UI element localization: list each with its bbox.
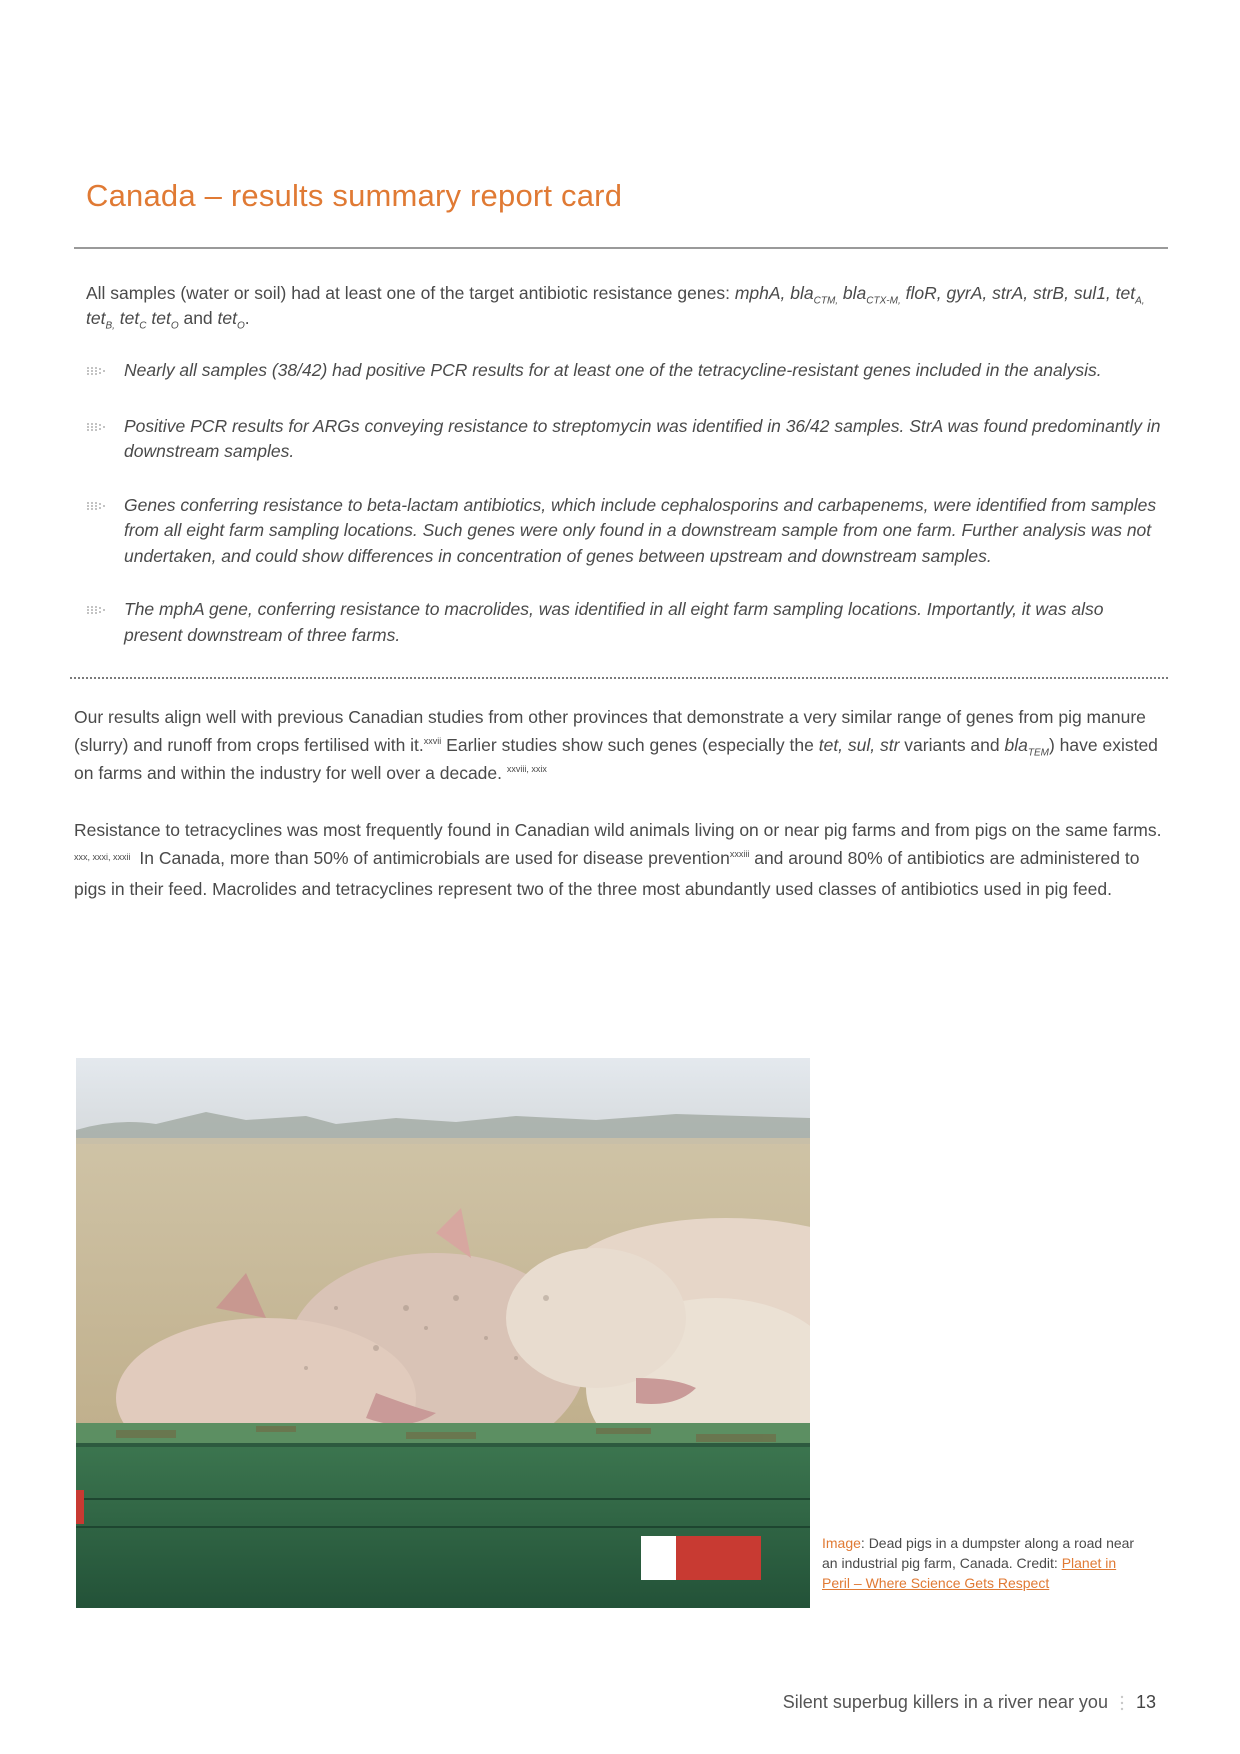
page-number: 13: [1135, 1692, 1156, 1712]
endnote-ref[interactable]: xxx, xxxi, xxxii: [74, 852, 131, 862]
caption-label: Image: [822, 1535, 861, 1551]
dotted-separator-icon: [1120, 1694, 1124, 1712]
section-divider: [70, 677, 1168, 679]
endnote-ref[interactable]: xxvii: [423, 736, 442, 747]
bullet-text: Positive PCR results for ARGs conveying resistance to streptomycin was identified in 36/42 samples. StrA was found predominantly in downstream samples.: [124, 415, 1161, 461]
body-paragraph-1: Our results align well with previous Canadian studies from other provinces that demonstrate a very similar range of genes from pig manure (slurry) and runoff from crops fertilised with it.$^{xxvii}$ Earlier studies show such genes (especially the tet, sul, str variants and bla$_{TEM}$) have existed on farms and within the industry for well over a decade. $^{xxviii, xxix}$: [74, 707, 1158, 783]
bullet-text: Genes conferring resistance to beta-lactam antibiotics, which include cephalosporins and carbapenems, were identified from samples from all eight farm sampling locations. Such genes were only found in a downstream sample from one farm. Further analysis was not undertaken, and could show differences in concentration of genes between upstream and downstream samples.: [124, 494, 1157, 566]
page-title: Canada – results summary report card: [86, 178, 623, 213]
intro-paragraph: All samples (water or soil) had at least one of the target antibiotic resistance genes: mphA, bla$_{CTM,}$ bla$_{CTX-M,}$ floR, gyrA, strA, strB, sul1, tet$_{A,}$ tet$_{B,}$ tet$_C$ tet$_O$ and tet$_O$.: [86, 283, 1145, 332]
footer-title: Silent superbug killers in a river near you: [782, 1692, 1108, 1712]
findings-list: [86, 358, 1166, 648]
list-item: [86, 358, 1166, 384]
endnote-ref[interactable]: xxxiii: [729, 849, 750, 860]
gene-list: mphA, bla$_{CTM,}$ bla$_{CTX-M,}$ floR, gyrA, strA, strB, sul1, tet$_{A,}$ tet$_{B,}$ tet$_C$ tet$_O$: [86, 283, 1145, 332]
dotted-arrow-icon: [86, 501, 108, 511]
list-item: [86, 493, 1166, 570]
dotted-arrow-icon: [86, 422, 108, 432]
photo-caption: [822, 1533, 1142, 1593]
pigs-dumpster-photo: [76, 1058, 810, 1608]
caption-text: : Dead pigs in a dumpster along a road near an industrial pig farm, Canada. Credit:: [822, 1535, 1135, 1571]
list-item: [86, 414, 1166, 465]
credit-link[interactable]: Planet in Peril – Where Science Gets Respect: [822, 1555, 1117, 1591]
endnote-ref[interactable]: xxviii, xxix: [506, 764, 547, 775]
bullet-text: The mphA gene, conferring resistance to macrolides, was identified in all eight farm sampling locations. Importantly, it was also present downstream of three farms.: [124, 599, 1104, 645]
intro-text: All samples (water or soil) had at least one of the target antibiotic resistance genes:: [86, 283, 735, 303]
dotted-arrow-icon: [86, 366, 108, 376]
list-item: [86, 597, 1166, 648]
title-divider: [74, 247, 1168, 249]
bullet-text: Nearly all samples (38/42) had positive PCR results for at least one of the tetracycline-resistant genes included in the analysis.: [124, 360, 1102, 380]
dotted-arrow-icon: [86, 605, 108, 615]
body-paragraph-2: Resistance to tetracyclines was most frequently found in Canadian wild animals living on or near pig farms and from pigs on the same farms. $^{xxx, xxxi, xxxii}$ In Canada, more than 50% of antimicrobials are used for disease prevention$^{xxxiii}$ and around 80% of antibiotics are administered to pigs in their feed. Macrolides and tetracyclines represent two of the three most abundantly used classes of antibiotics used in pig feed.: [74, 820, 1162, 899]
page-footer: [783, 1692, 1156, 1713]
